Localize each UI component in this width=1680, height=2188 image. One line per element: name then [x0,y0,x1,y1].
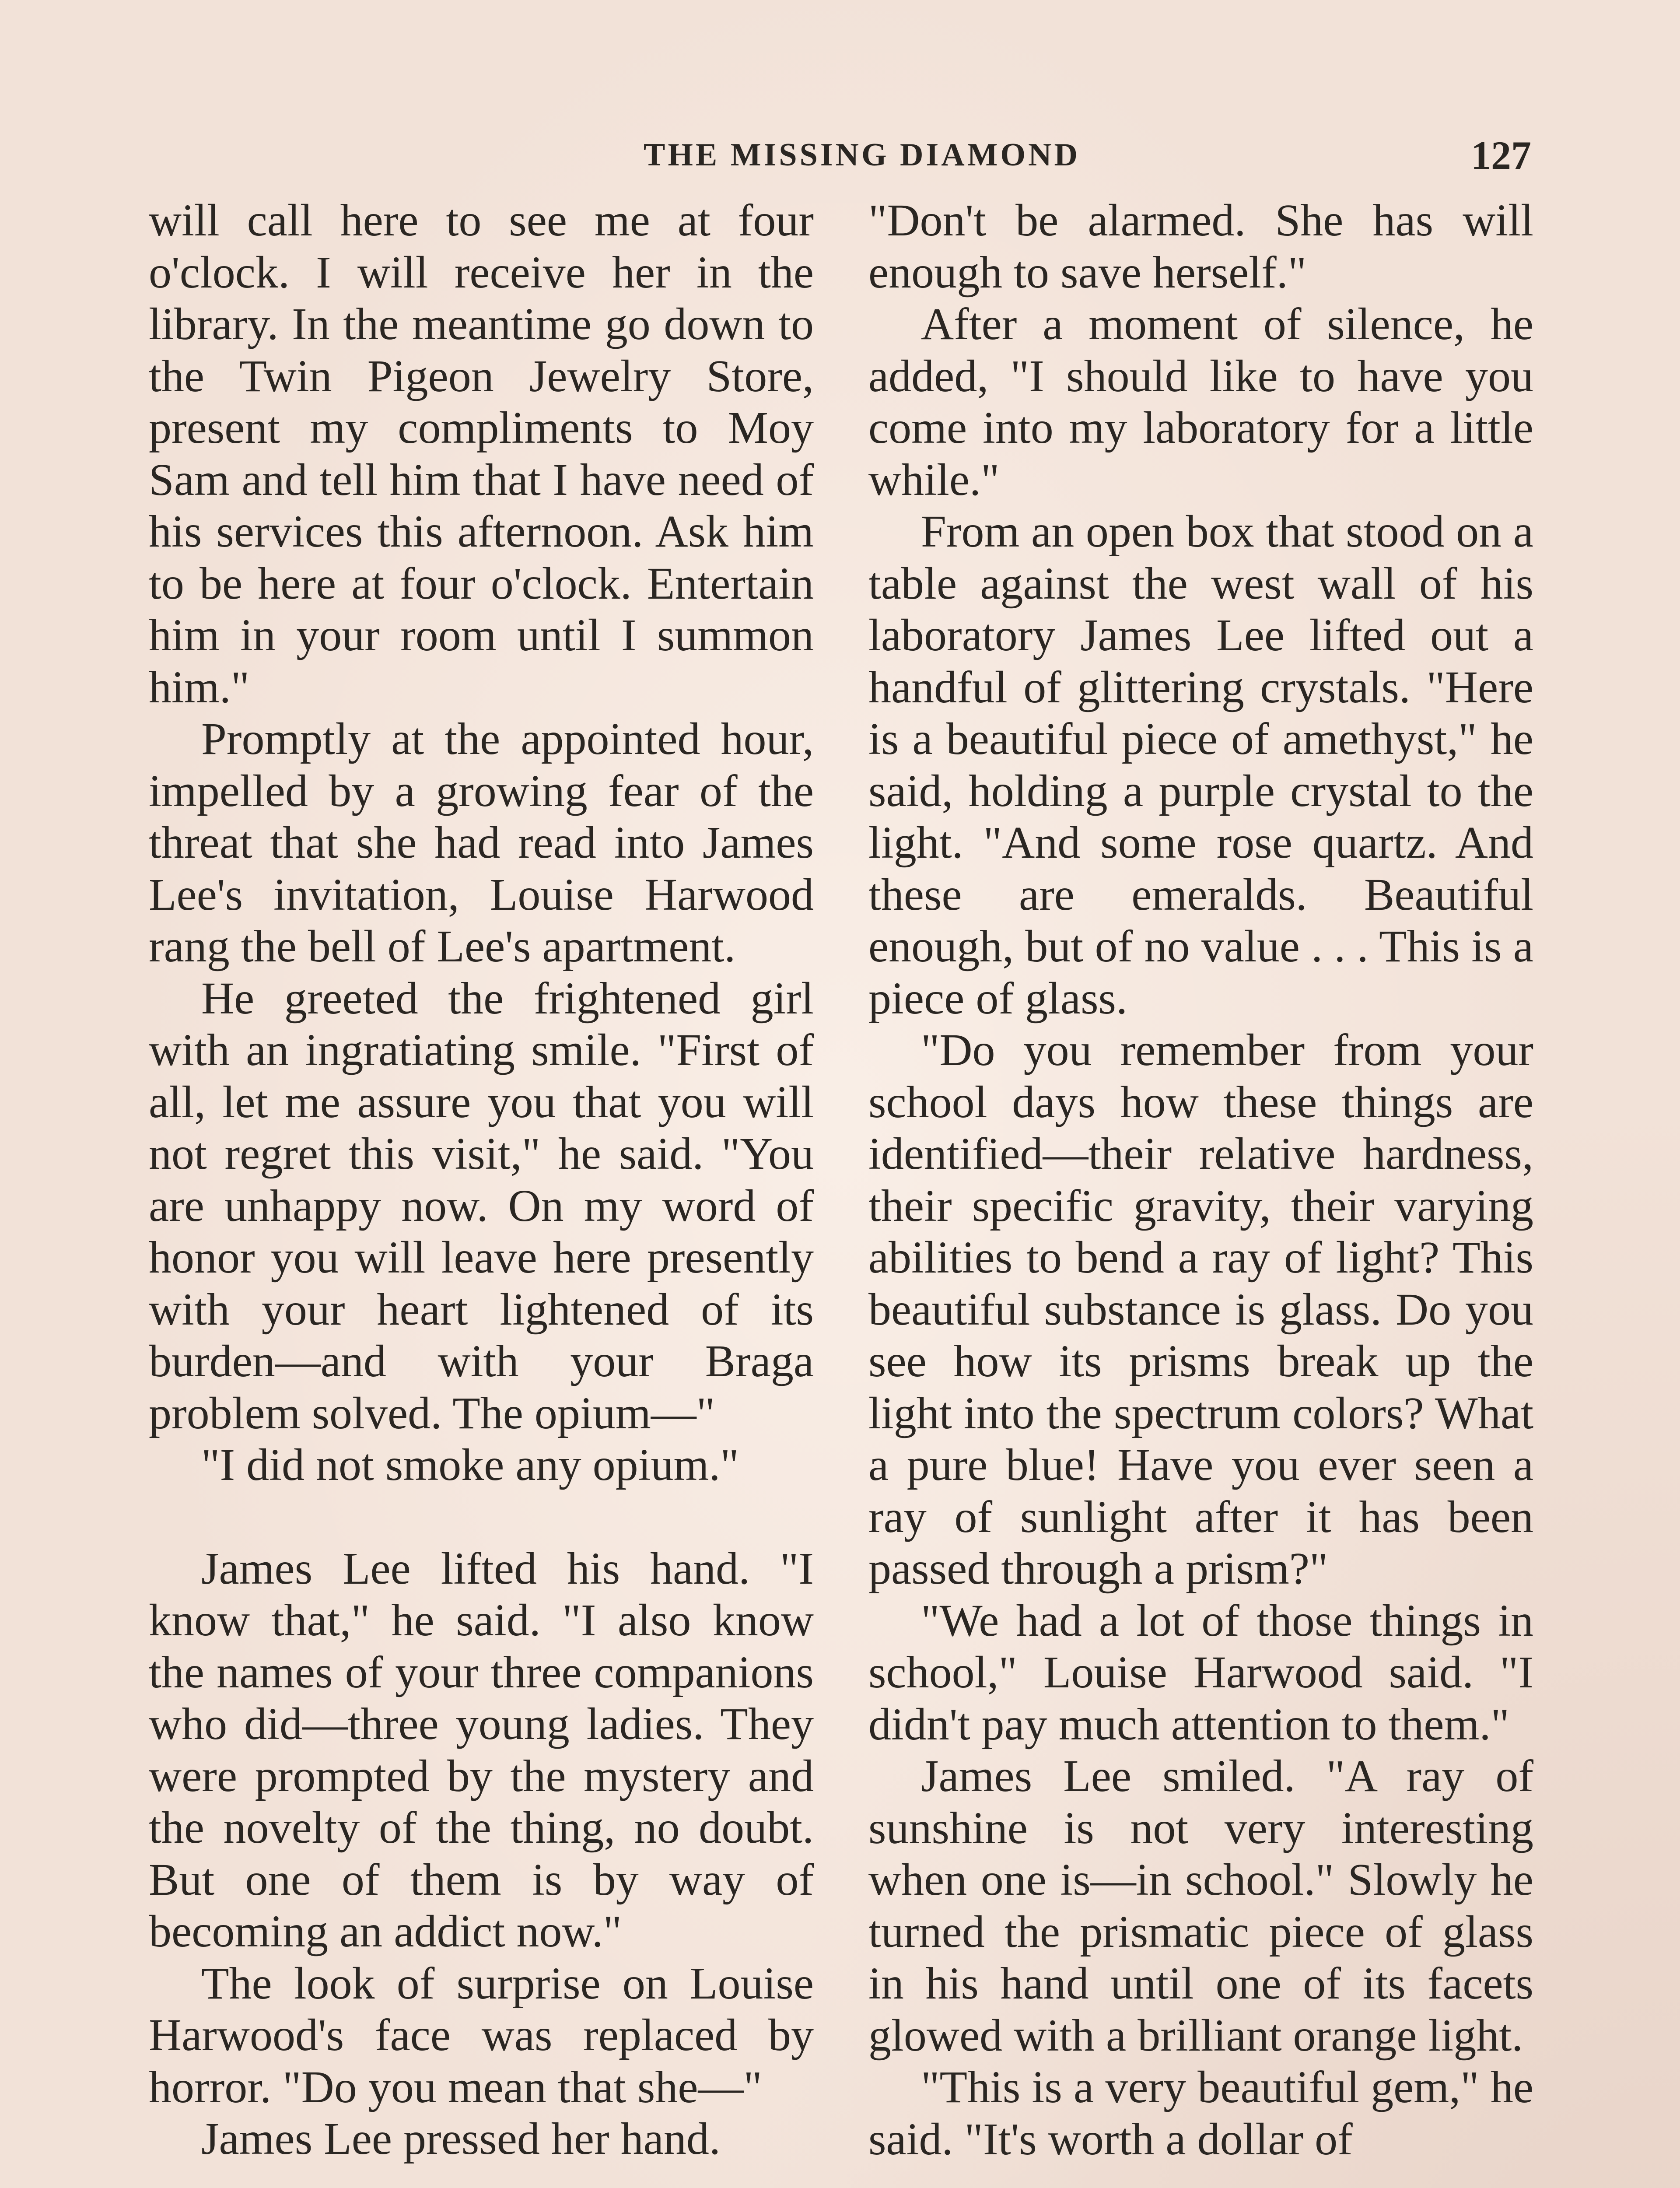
paragraph: After a moment of silence, he added, "I should like to have you come into my laboratory for a little while." [868,299,1533,505]
paragraph: Promptly at the appointed hour, impelled by a growing fear of the threat that she had read into James Lee's invitation, Louise Harwood rang the bell of Lee's apartment. [149,714,814,971]
running-title: THE MISSING DIAMOND [644,137,1080,173]
paragraph: will call here to see me at four o'clock. I will receive her in the library. In the meantime go down to the Twin Pigeon Jewelry Store, present my compliments to Moy Sam and tell him that I have need of his services this afternoon. Ask him to be here at four o'clock. Entertain him in your room until I summon him." [149,195,814,712]
running-head [0,128,1680,180]
page-number: 127 [1471,133,1531,178]
paragraph: James Lee lifted his hand. "I know that," he said. "I also know the names of your three companions who did—three young ladies. They were prompted by the mystery and the novelty of the thing, no doubt. But one of them is by way of becoming an addict now." [149,1543,814,1957]
left-column [149,195,814,2188]
right-column [868,195,1533,2188]
paragraph: James Lee pressed her hand. [201,2114,721,2164]
paragraph: "We had a lot of those things in school," Louise Harwood said. "I didn't pay much attention to them." [868,1595,1533,1750]
paragraph: James Lee smiled. "A ray of sunshine is not very interesting when one is—in school." Slowly he turned the prismatic piece of glass in his hand until one of its facets glowed with a brilliant orange light. [868,1751,1533,2061]
paragraph: "Do you remember from your school days how these things are identified—their relative hardness, their specific gravity, their varying abilities to bend a ray of light? This beautiful substance is glass. Do you see how its prisms break up the light into the spectrum colors? What a pure blue! Have you ever seen a ray of sunlight after it has been passed through a prism?" [868,1025,1533,1594]
paragraph: "This is a very beautiful gem," he said. "It's worth a dollar of [868,2062,1533,2164]
paragraph: The look of surprise on Louise Harwood's face was replaced by horror. "Do you mean that she—" [149,1958,814,2112]
paragraph: "Don't be alarmed. She has will enough to save herself." [868,195,1533,298]
paragraph: He greeted the frightened girl with an ingratiating smile. "First of all, let me assure you that you will not regret this visit," he said. "You are unhappy now. On my word of honor you will leave here presently with your heart lightened of its burden—and with your Braga problem solved. The opium—" [149,973,814,1438]
paragraph: From an open box that stood on a table against the west wall of his laboratory James Lee lifted out a handful of glittering crystals. "Here is a beautiful piece of amethyst," he said, holding a purple crystal to the light. "And some rose quartz. And these are emeralds. Beautiful enough, but of no value . . . This is a piece of glass. [868,506,1533,1024]
paragraph: "I did not smoke any opium." [201,1440,739,1490]
